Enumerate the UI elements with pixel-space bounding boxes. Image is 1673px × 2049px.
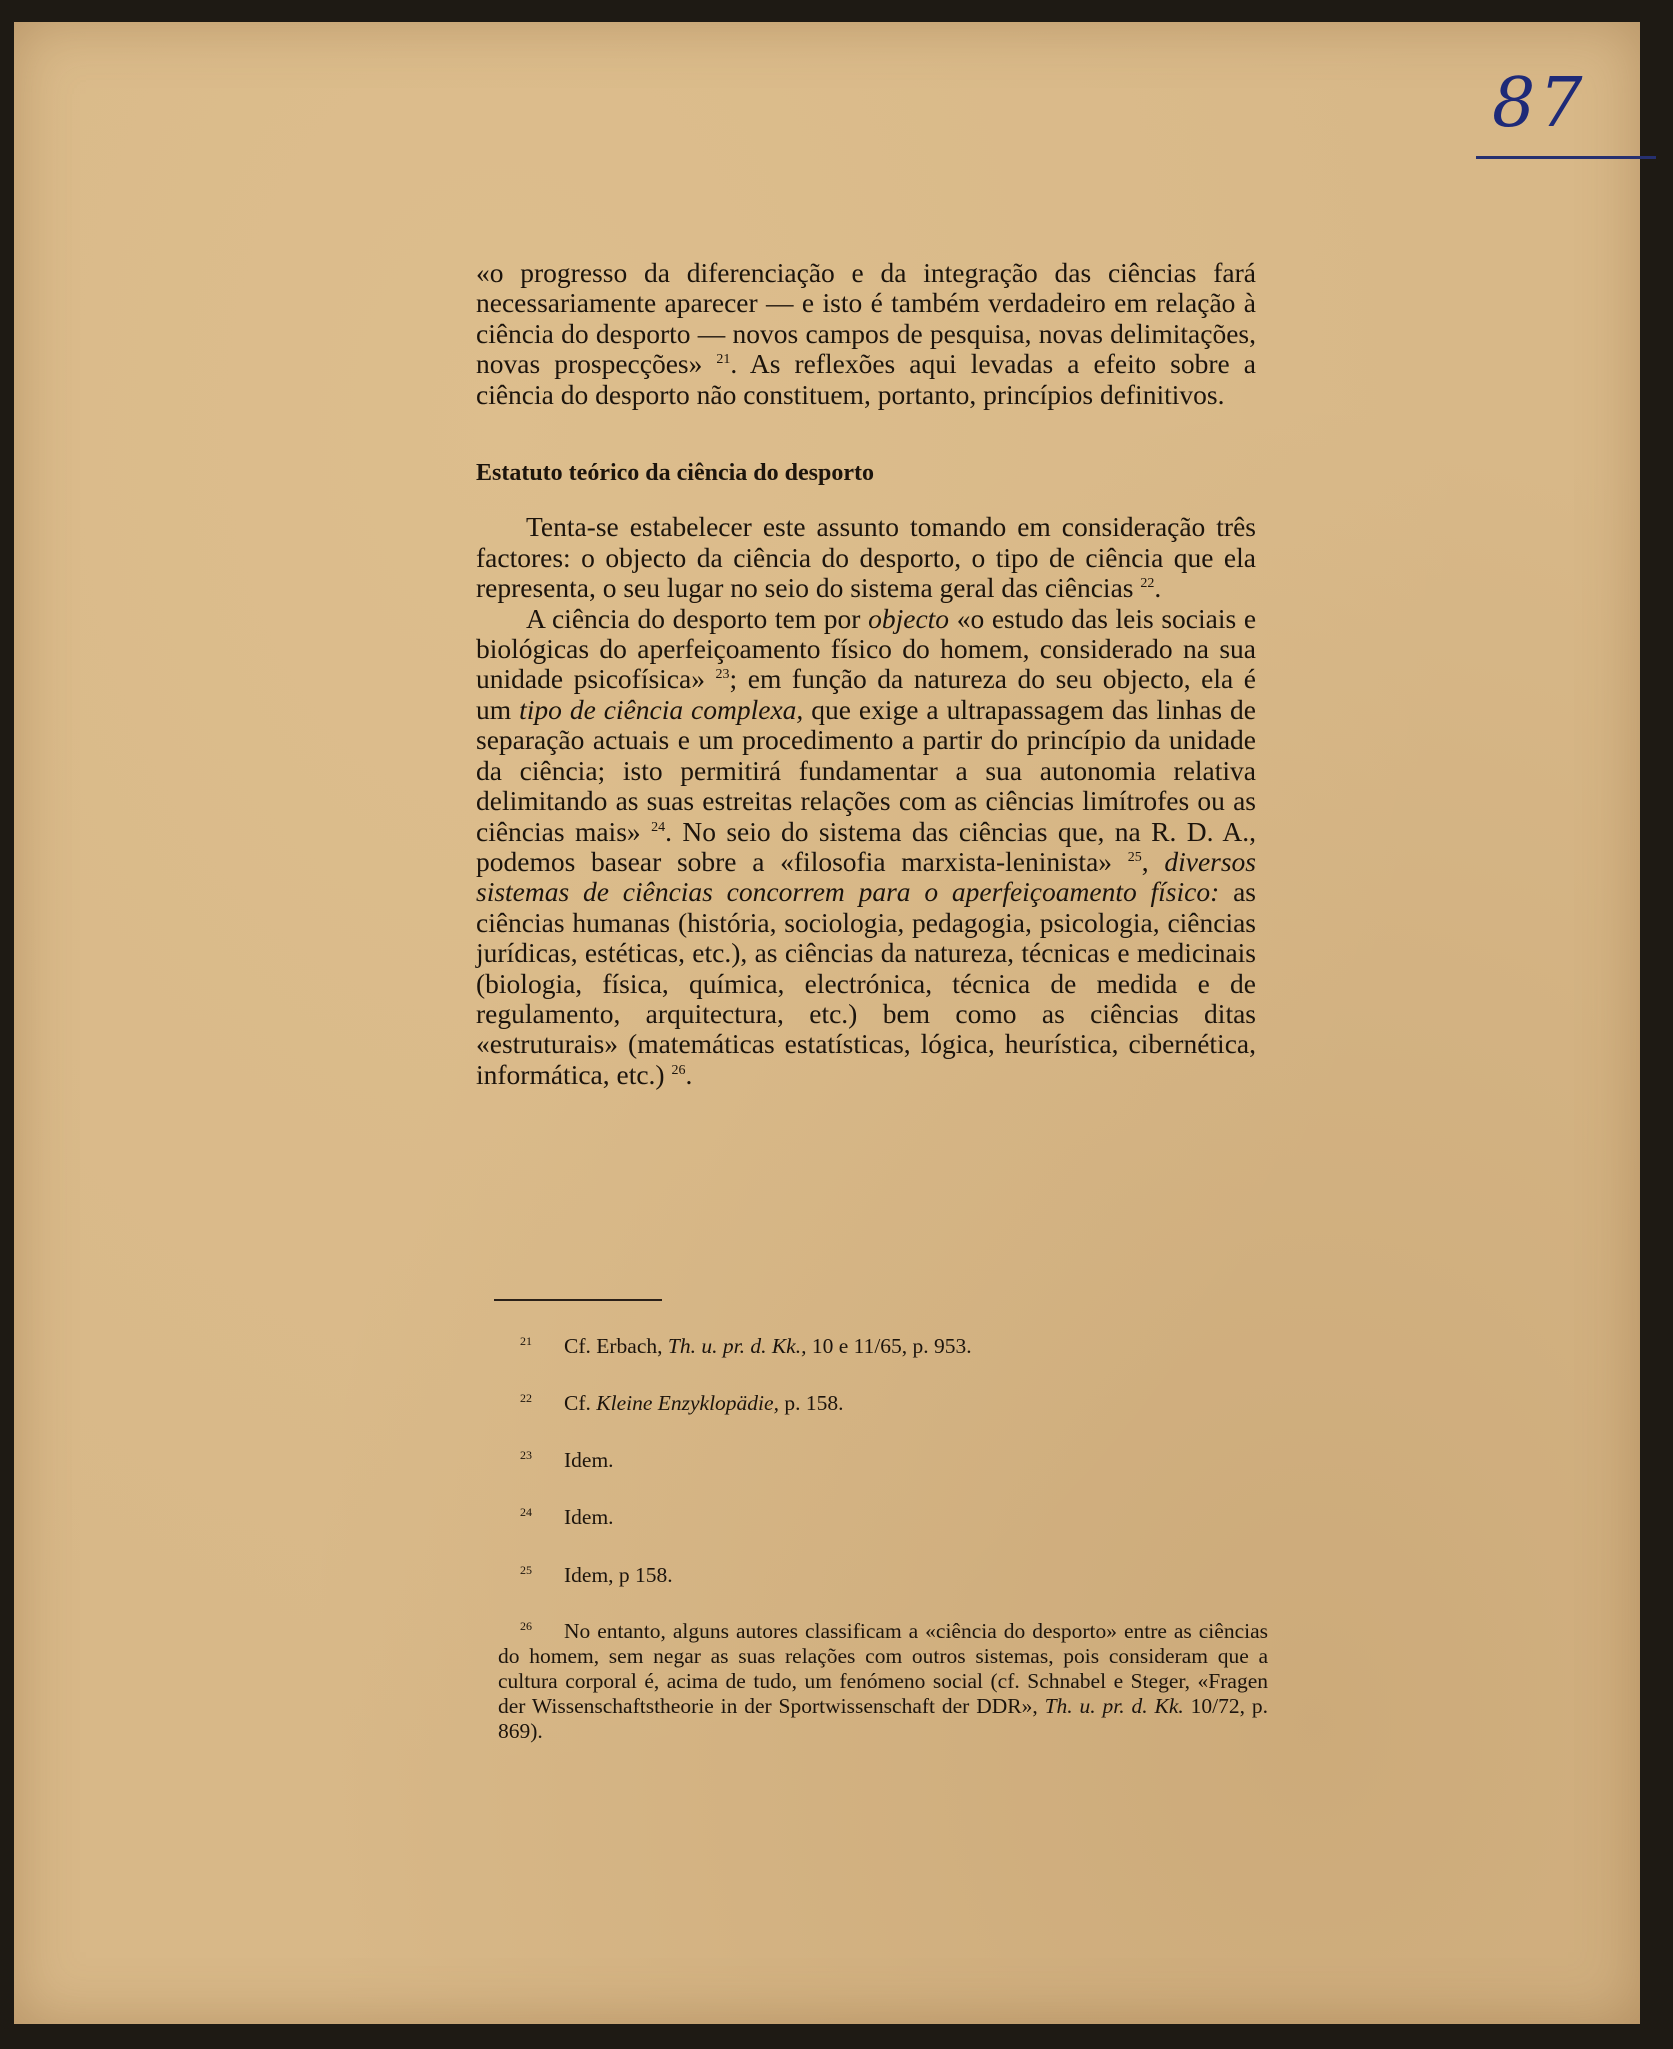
footnote-25: 25 Idem, p 158. [520, 1562, 673, 1587]
footnote-ref-23: 23 [715, 667, 730, 683]
footnote-separator [494, 1299, 662, 1301]
body-text [476, 258, 1256, 1090]
paragraph-quote-continuation: «o progresso da diferenciação e da integração das ciências fará necessariamente aparecer — e isto é também verdadeiro em relação à ciência do desporto — novos campos de pesquisa, novas delimitações, novas prospecções» $^{21}$. As reflexões aqui levadas a efeito sobre a ciência do desporto não constituem, portanto, princípios definitivos. [476, 257, 1256, 410]
footnote-22: 22 Cf. Kleine Enzyklopädie, p. 158. [520, 1391, 844, 1416]
footnote-ref-22: 22 [1140, 576, 1155, 592]
handwritten-page-number: 87 [1492, 64, 1587, 143]
section-heading: Estatuto teórico da ciência do desporto [476, 460, 874, 487]
paragraph-intro: Tenta-se estabelecer este assunto tomando em consideração três factores: o objecto da ciência do desporto, o tipo de ciência que ela representa, o seu lugar no seio do sistema geral das ciências $^{22}$. [476, 511, 1256, 604]
paragraph-object: A ciência do desporto tem por objecto «o estudo das leis sociais e biológicas do aperfeiçoamento físico do homem, considerado na sua unidade psicofísica» $^{23}$; em função da natureza do seu objecto, ela é um tipo de ciência complexa, que exige a ultrapassagem das linhas de separação actuais e um procedimento a partir do princípio da unidade da ciência; isto permitirá fundamentar a sua autonomia relativa delimitando as suas estreitas relações com as ciências limítrofes ou as ciências mais» $^{24}$. No seio do sistema das ciências que, na R. D. A., podemos basear sobre a «filosofia marxista-leninista» $^{25}$, diversos sistemas de ciências concorrem para o aperfeiçoamento físico: as ciências humanas (história, sociologia, pedagogia, psicologia, ciências jurídicas, estéticas, etc.), as ciências da natureza, técnicas e medicinais (biologia, física, química, electrónica, técnica de medida e de regulamento, arquitectura, etc.) bem como as ciências ditas «estruturais» (matemáticas estatísticas, lógica, heurística, cibernética, informática, etc.) $^{26}$. [476, 602, 1257, 1090]
footnote-ref-24: 24 [651, 819, 666, 835]
footnote-24: 24 Idem. [520, 1505, 614, 1530]
footnote-ref-25: 25 [1127, 849, 1142, 865]
page-number-underline [1476, 156, 1656, 159]
footnote-26: 26 No entanto, alguns autores classificam a «ciência do desporto» entre as ciências do homem, sem negar as suas relações com outros sistemas, pois consideram que a cultura corporal é, acima de tudo, um fenómeno social (cf. Schnabel e Steger, «Fragen der Wissenschaftstheorie in der Sportwissenschaft der DDR», Th. u. pr. d. Kk. 10/72, p. 869). [498, 1618, 1268, 1743]
footnotes [498, 1328, 1268, 1770]
footnote-ref-26: 26 [671, 1062, 686, 1078]
footnote-23: 23 Idem. [520, 1448, 614, 1473]
footnote-21: 21 Cf. Erbach, Th. u. pr. d. Kk., 10 e 11/65, p. 953. [520, 1334, 972, 1359]
footnote-ref-21: 21 [716, 352, 731, 368]
